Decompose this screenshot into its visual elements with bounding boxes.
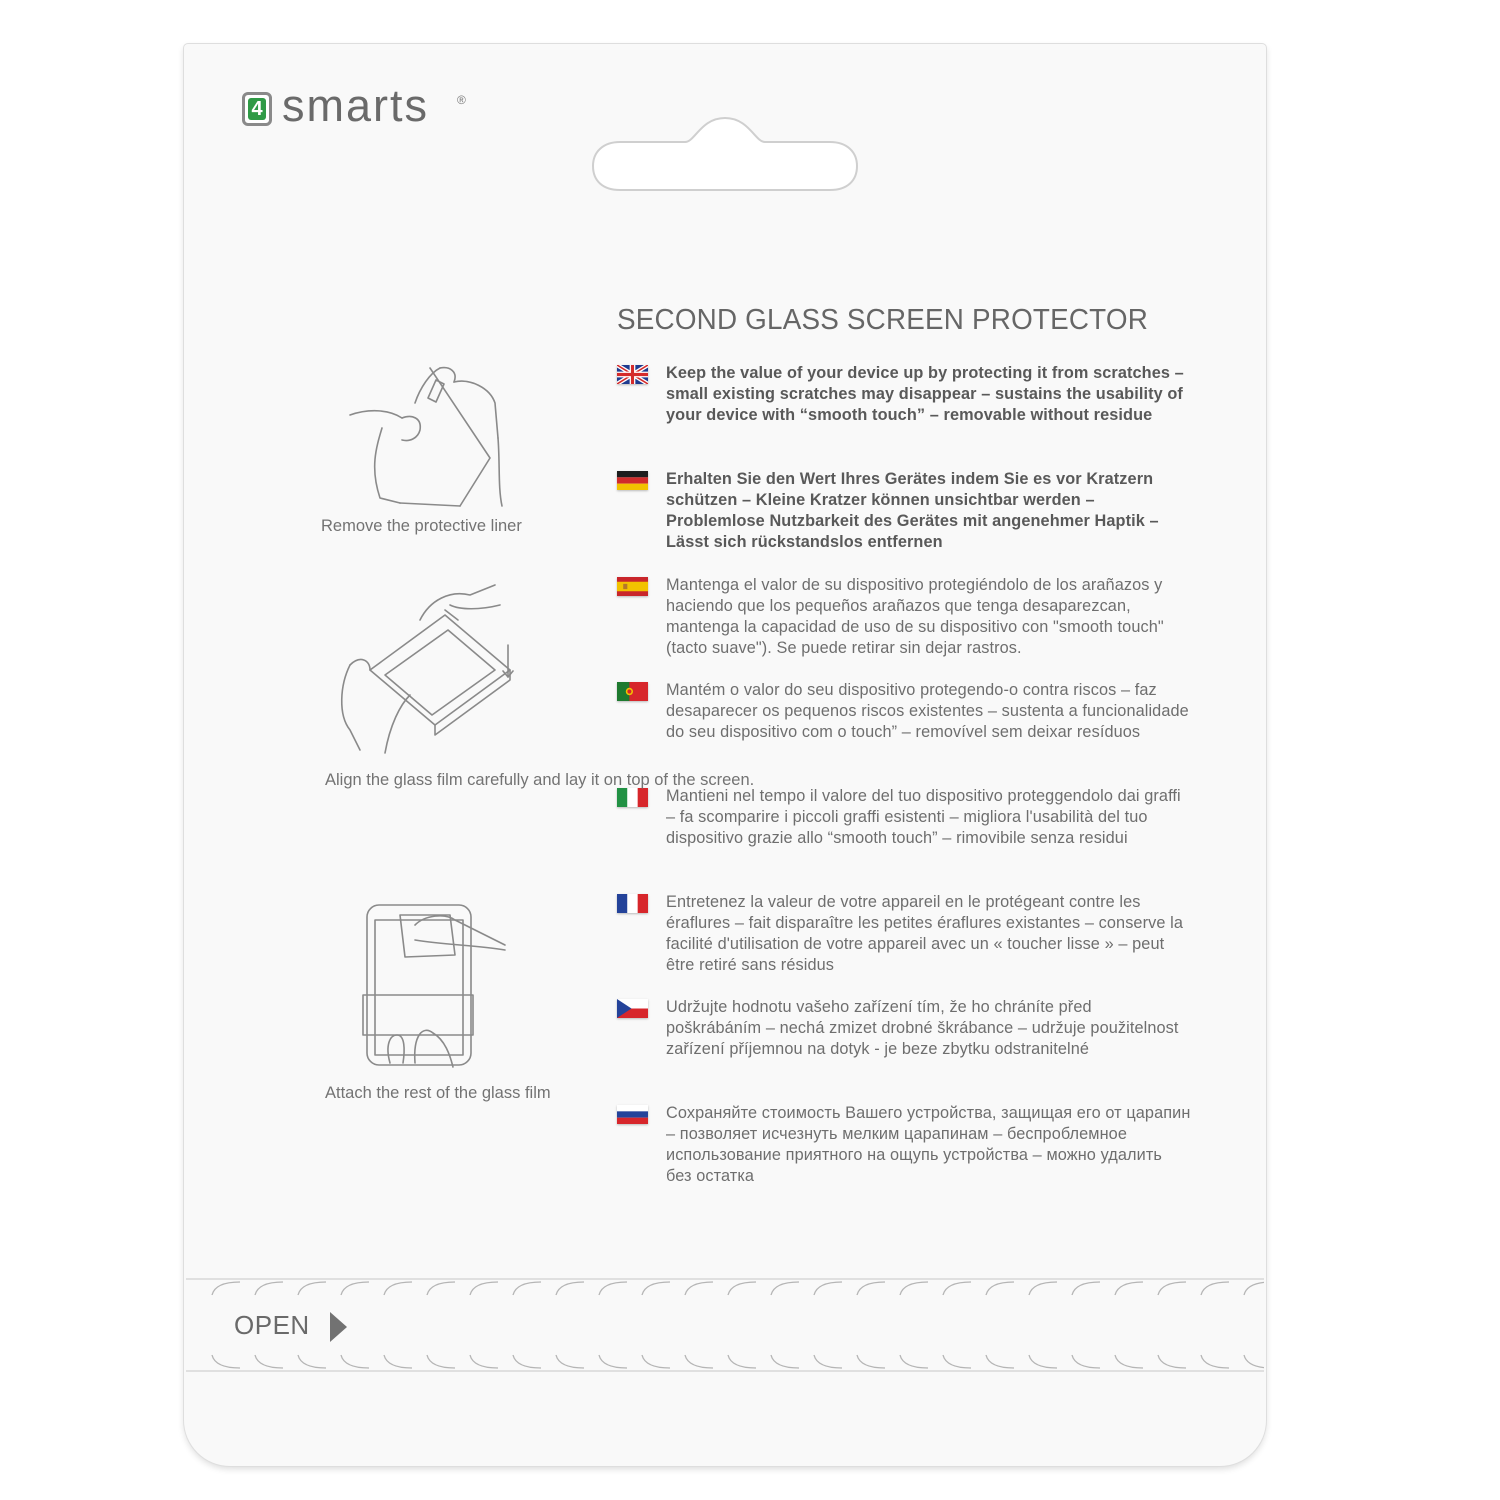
russia-flag-icon — [617, 1105, 648, 1124]
lang-text-es: Mantenga el valor de su dispositivo protegiéndolo de los arañazos y haciendo que los pequeños arañazos que tenga desaparezcan, mantenga la capacidad de uso de su dispositivo con "smooth touch" (tacto suave"). Se puede retirar sin dejar rastros. — [666, 576, 1164, 657]
step-3-caption: Attach the rest of the glass film — [325, 1084, 551, 1102]
brand-logo — [242, 80, 482, 140]
product-title: SECOND GLASS SCREEN PROTECTOR — [617, 304, 1149, 336]
attach-film-illustration — [355, 885, 515, 1070]
lang-text-pt: Mantém o valor do seu dispositivo protegendo-o contra riscos – faz desaparecer os pequenos riscos existentes – sustenta a funcionalidade do seu dispositivo com o touch” – removível sem deixar resíduos — [666, 681, 1189, 741]
perforation-bottom — [186, 1352, 1264, 1372]
portugal-flag-icon — [617, 682, 648, 701]
spain-flag-icon — [617, 577, 648, 596]
lang-text-en: Keep the value of your device up by protecting it from scratches – small existing scratches may disappear – sustains the usability of your device with “smooth touch” – removable without residue — [666, 364, 1184, 424]
logo-registered: ® — [457, 93, 466, 107]
step-1-caption: Remove the protective liner — [321, 517, 522, 535]
germany-flag-icon — [617, 471, 648, 490]
triangle-right-icon — [330, 1312, 347, 1342]
france-flag-icon — [617, 894, 648, 913]
lang-text-de: Erhalten Sie den Wert Ihres Gerätes indem Sie es vor Kratzern schützen – Kleine Kratzer können unsichtbar werden – Problemlose Nutzbarkeit des Gerätes mit angenehmer Haptik – Lässt sich rückstandslos entfernen — [666, 470, 1159, 551]
align-film-illustration — [330, 575, 520, 760]
hang-hole-icon — [585, 110, 865, 200]
open-label: OPEN — [234, 1310, 310, 1340]
perforation-top — [186, 1278, 1264, 1298]
logo-mark: 4 — [248, 98, 266, 120]
italy-flag-icon — [617, 788, 648, 807]
uk-flag-icon — [617, 365, 648, 384]
lang-text-cz: Udržujte hodnotu vašeho zařízení tím, že ho chráníte před poškrábáním – nechá zmizet drobné škrábance – udržuje použitelnost zařízení příjemnou na dotyk - je beze zbytku odstranitelné — [666, 998, 1179, 1058]
lang-text-it: Mantieni nel tempo il valore del tuo dispositivo proteggendolo dai graffi – fa scomparire i piccoli graffi esistenti – migliora l'usabilità del tuo dispositivo grazie allo “smooth touch” – rimovibile senza residui — [666, 787, 1181, 847]
lang-text-fr: Entretenez la valeur de votre appareil en le protégeant contre les éraflures – fait disparaître les petites éraflures existantes – conserve la facilité d'utilisation de votre appareil avec un « toucher lisse » – peut être retiré sans résidus — [666, 893, 1183, 974]
logo-wordmark: smarts — [282, 80, 429, 131]
lang-text-ru: Сохраняйте стоимость Вашего устройства, защищая его от царапин – позволяет исчезнуть мелким царапинам – беспроблемное использование приятного на ощупь устройства – можно удалить без остатка — [666, 1104, 1191, 1185]
peel-liner-illustration — [340, 358, 520, 513]
logo-badge-icon — [242, 92, 272, 126]
open-tab[interactable] — [234, 1310, 310, 1341]
step-2-caption: Align the glass film carefully and lay it on top of the screen. — [325, 771, 755, 789]
czech-flag-icon — [617, 999, 648, 1018]
